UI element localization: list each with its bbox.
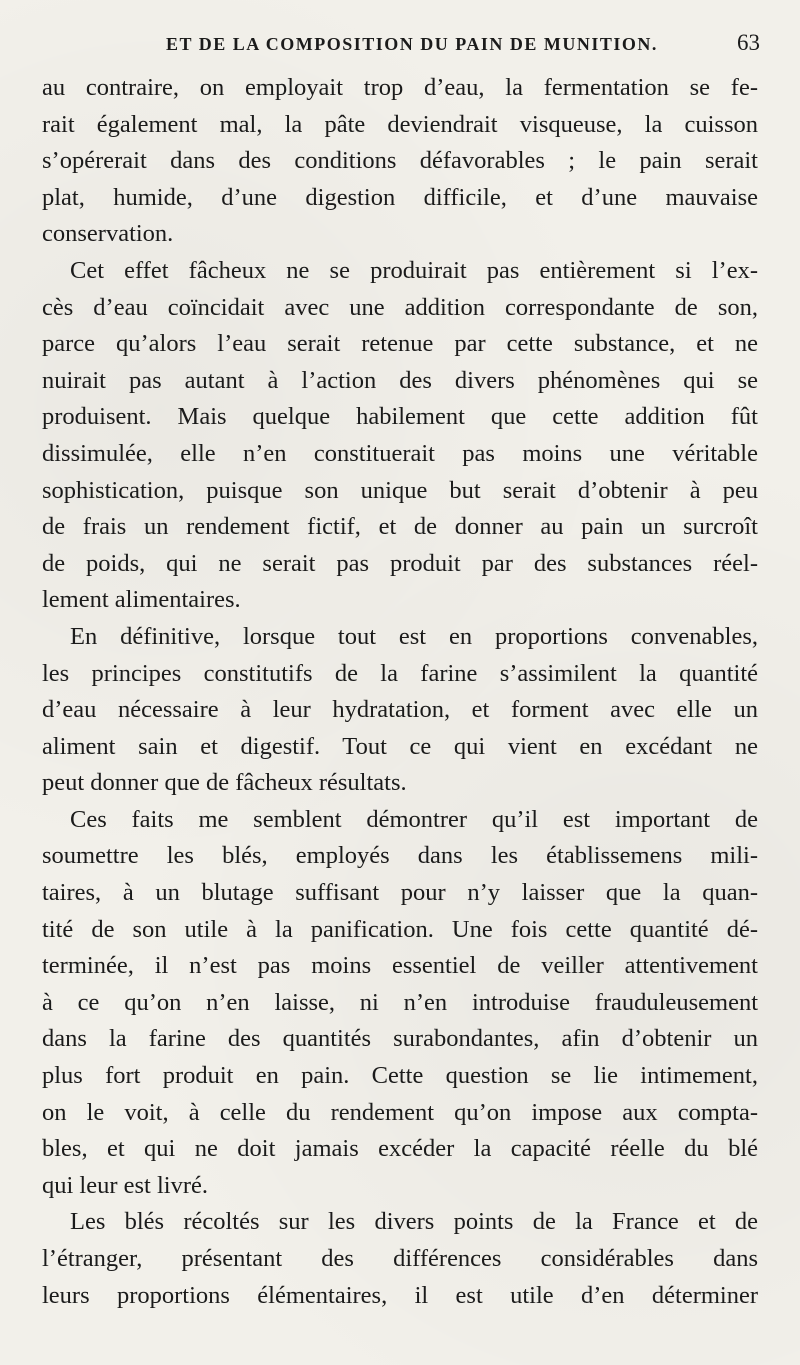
- paragraph: [42, 802, 758, 1205]
- text-line: qui leur est livré.: [42, 1171, 209, 1199]
- text-line: à ce qu’on n’en laisse, ni n’en introduise frauduleusement: [42, 988, 758, 1016]
- text-line: aliment sain et digestif. Tout ce qui vient en excédant ne: [42, 732, 758, 760]
- text-line: de frais un rendement fictif, et de donner au pain un surcroît: [42, 513, 758, 541]
- text-line: taires, à un blutage suffisant pour n’y laisser que la quan-: [42, 879, 758, 907]
- text-line: dans la farine des quantités surabondantes, afin d’obtenir un: [42, 1025, 758, 1053]
- paragraph: [42, 619, 758, 802]
- text-line: tité de son utile à la panification. Une fois cette quantité dé-: [42, 915, 758, 943]
- text-line: cès d’eau coïncidait avec une addition correspondante de son,: [42, 293, 758, 321]
- text-line: peut donner que de fâcheux résultats.: [42, 769, 407, 797]
- paragraph: [42, 70, 758, 253]
- text-line: terminée, il n’est pas moins essentiel de veiller attentivement: [42, 952, 758, 980]
- text-line: plat, humide, d’une digestion difficile, et d’une mauvaise: [42, 183, 758, 211]
- text-line: Ces faits me semblent démontrer qu’il est important de: [70, 805, 758, 833]
- text-line: les principes constitutifs de la farine s’assimilent la quantité: [42, 659, 758, 687]
- text-line: parce qu’alors l’eau serait retenue par cette substance, et ne: [42, 330, 758, 358]
- paragraph: [42, 1204, 758, 1314]
- text-line: soumettre les blés, employés dans les établissemens mili-: [42, 842, 758, 870]
- text-line: nuirait pas autant à l’action des divers phénomènes qui se: [42, 366, 758, 394]
- text-line: s’opérerait dans des conditions défavorables ; le pain serait: [42, 147, 758, 175]
- text-line: En définitive, lorsque tout est en proportions convenables,: [70, 622, 758, 650]
- text-line: dissimulée, elle n’en constituerait pas moins une véritable: [42, 439, 758, 467]
- text-line: plus fort produit en pain. Cette question se lie intimement,: [42, 1062, 758, 1090]
- text-line: conservation.: [42, 220, 174, 248]
- text-line: on le voit, à celle du rendement qu’on impose aux compta-: [42, 1098, 758, 1126]
- text-line: l’étranger, présentant des différences considérables dans: [42, 1245, 758, 1272]
- text-line: bles, et qui ne doit jamais excéder la capacité réelle du blé: [42, 1135, 758, 1163]
- text-line: lement alimentaires.: [42, 586, 241, 614]
- text-line: rait également mal, la pâte deviendrait visqueuse, la cuisson: [42, 110, 758, 138]
- text-line: Les blés récoltés sur les divers points de la France et de: [70, 1208, 758, 1236]
- text-line: leurs proportions élémentaires, il est utile d’en déterminer: [42, 1281, 758, 1309]
- body-text: [42, 70, 758, 1314]
- running-head-title: ET DE LA COMPOSITION DU PAIN DE MUNITION.: [166, 34, 658, 54]
- running-head: [42, 30, 760, 70]
- text-line: de poids, qui ne serait pas produit par des substances réel-: [42, 549, 758, 577]
- text-line: sophistication, puisque son unique but serait d’obtenir à peu: [42, 476, 758, 504]
- text-line: Cet effet fâcheux ne se produirait pas entièrement si l’ex-: [70, 256, 758, 284]
- text-line: produisent. Mais quelque habilement que cette addition fût: [42, 403, 758, 431]
- text-line: au contraire, on employait trop d’eau, la fermentation se fe-: [42, 74, 758, 101]
- text-line: d’eau nécessaire à leur hydratation, et forment avec elle un: [42, 696, 758, 724]
- paragraph: [42, 253, 758, 619]
- page-number: 63: [737, 30, 760, 55]
